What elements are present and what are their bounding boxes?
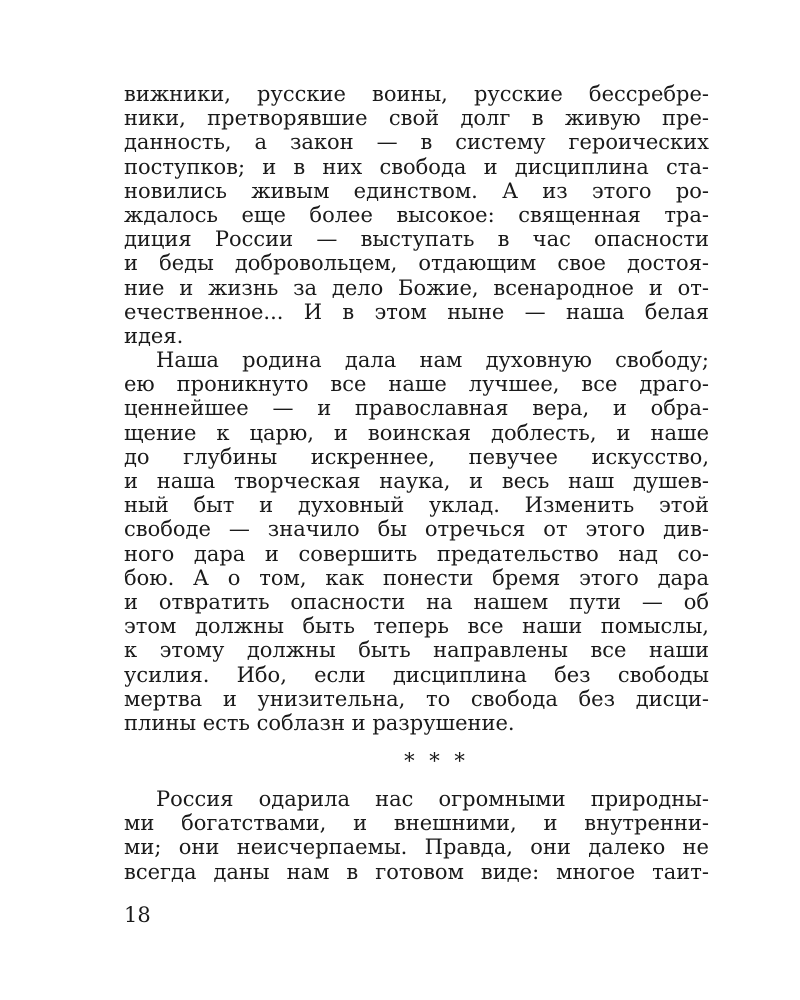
text-line: щение к царю, и воинская доблесть, и наше <box>124 420 709 445</box>
text-line: вижники, русские воины, русские бессребре- <box>124 82 709 106</box>
page-body <box>124 82 709 884</box>
text-line: и наша творческая наука, и весь наш душев- <box>124 469 709 493</box>
text-line: ценнейшее — и православная вера, и обра- <box>124 396 709 421</box>
text-line: ного дара и совершить предательство над со- <box>124 541 709 566</box>
text-line: усилия. Ибо, если дисциплина без свободы <box>124 662 709 687</box>
text-line: ники, претворявшие свой долг в живую пре- <box>124 106 709 131</box>
text-line: до глубины искреннее, певучее искусство, <box>124 444 709 469</box>
paragraph-3 <box>124 787 709 884</box>
text-line: данность, а закон — в систему героических <box>124 130 709 155</box>
text-line: Россия одарила нас огромными природны- <box>156 787 709 812</box>
text-line: всегда даны нам в готовом виде: многое таит- <box>124 859 709 884</box>
text-line: ми; они неисчерпаемы. Правда, они далеко не <box>124 835 709 860</box>
page-number: 18 <box>124 903 151 927</box>
text-line: ею проникнуто все наше лучшее, все драго- <box>124 372 709 397</box>
text-line: диция России — выступать в час опасности <box>124 227 709 252</box>
text-line: новились живым единством. А из этого ро- <box>124 178 709 203</box>
text-line: ечественное... И в этом ныне — наша белая <box>124 299 709 324</box>
text-line: ми богатствами, и внешними, и внутренни- <box>124 811 709 836</box>
text-line: свободе — значило бы отречься от этого див- <box>124 517 709 542</box>
paragraph-1 <box>124 82 709 348</box>
text-line: ный быт и духовный уклад. Изменить этой <box>124 493 709 518</box>
text-line: этом должны быть теперь все наши помыслы, <box>124 614 709 639</box>
text-line: к этому должны быть направлены все наши <box>124 638 709 663</box>
section-separator: * * * <box>404 749 469 774</box>
paragraph-2 <box>124 348 709 735</box>
text-line: Наша родина дала нам духовную свободу; <box>156 348 709 373</box>
text-line: ние и жизнь за дело Божие, всенародное и от- <box>124 275 709 300</box>
text-line: мертва и унизительна, то свобода без дисци- <box>124 686 709 711</box>
text-line: бою. А о том, как понести бремя этого дара <box>124 565 709 590</box>
text-line: поступков; и в них свобода и дисциплина ста- <box>124 154 709 179</box>
text-line: и беды добровольцем, отдающим свое достоя- <box>124 251 709 276</box>
text-line: и отвратить опасности на нашем пути — об <box>124 589 709 614</box>
text-line: идея. <box>124 323 184 348</box>
text-line: плины есть соблазн и разрушение. <box>124 710 515 735</box>
text-line: ждалось еще более высокое: священная тра- <box>124 202 709 227</box>
